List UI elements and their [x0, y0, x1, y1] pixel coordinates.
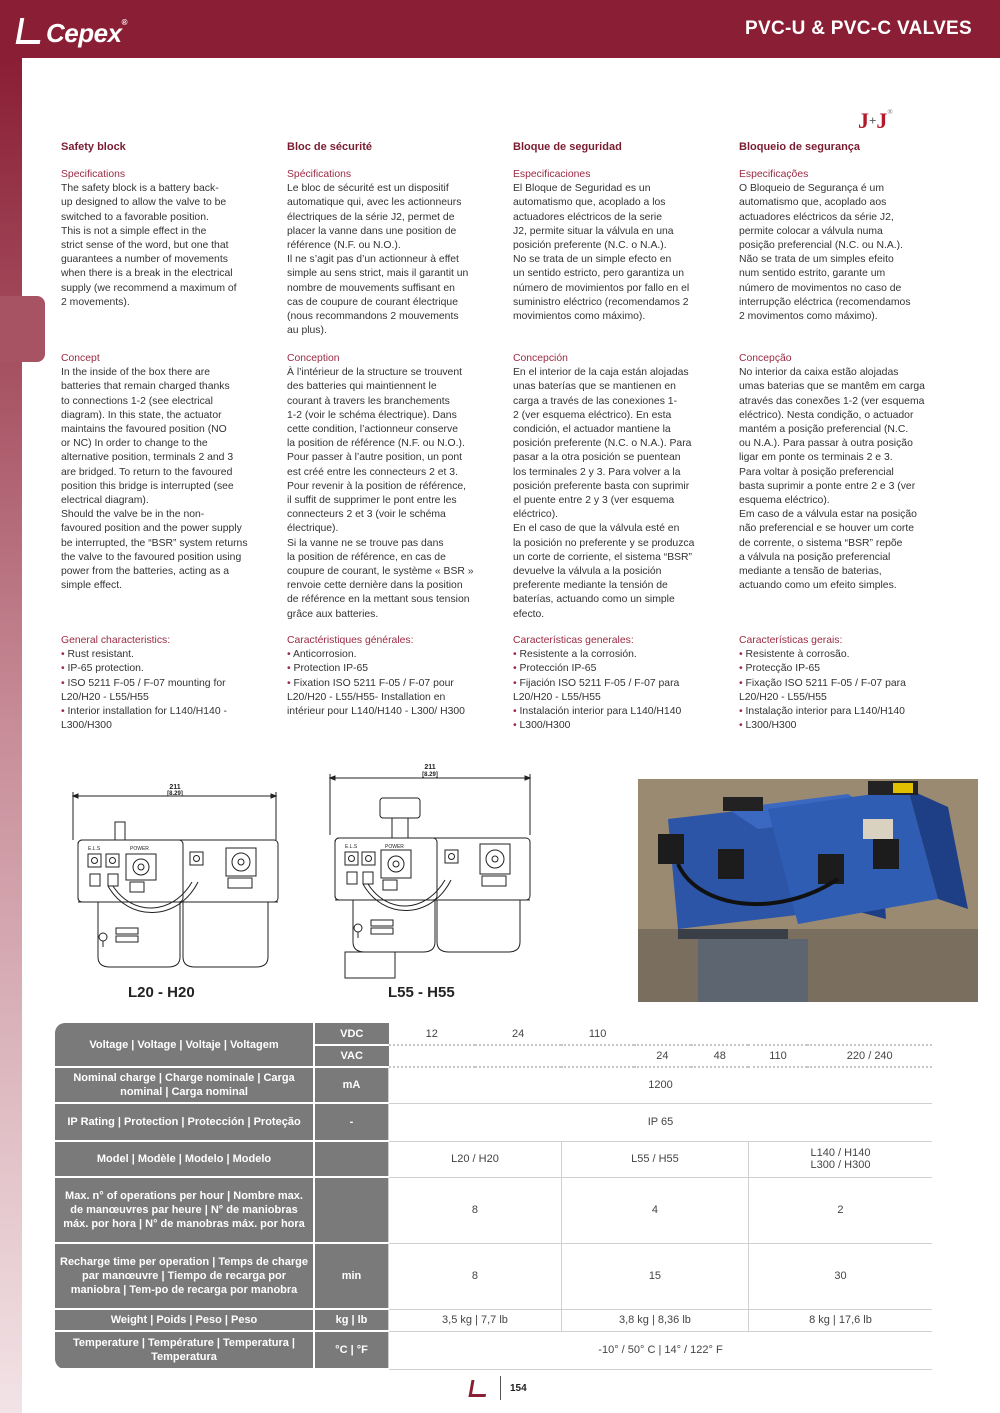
brand-name: Cepex [46, 18, 122, 48]
column-portuguese [739, 140, 934, 732]
spec-section [513, 168, 708, 324]
operations-value: 2 [748, 1177, 932, 1243]
model-value: L55 / H55 [561, 1141, 748, 1177]
vdc-cell: 12 [389, 1023, 475, 1045]
table-row [55, 1177, 932, 1243]
spec-text: El Bloque de Seguridad es un automatismo que, acoplado a los actuadores eléctricos de la serie J2, permite situar la válvula en una posición preferente (N.C. o N.A.). No se trata de un simple efecto en un sentido estricto, pero garantiza un número de movimientos por fallo en el suministro eléctrico (recomendamos 2 movimientos como máximo). [513, 183, 690, 323]
list-item: • Fixação ISO 5211 F-05 / F-07 para L20/H20 - L55/H55 [739, 677, 934, 705]
diagram-l55-h55 [325, 760, 535, 982]
vdc-unit: VDC [314, 1023, 389, 1045]
concept-section [513, 352, 708, 622]
product-photo [638, 779, 978, 1002]
nominal-charge-unit: mA [314, 1067, 389, 1103]
general-label: Características gerais: [739, 635, 843, 646]
weight-unit: kg | lb [314, 1309, 389, 1331]
model-value [748, 1141, 932, 1177]
operations-unit [314, 1177, 389, 1243]
vac-cell [561, 1045, 633, 1067]
general-list [513, 648, 708, 733]
diagram-l20-h20 [68, 782, 284, 980]
table-row [55, 1067, 932, 1103]
vdc-cell: 110 [561, 1023, 633, 1045]
table-row [55, 1103, 932, 1141]
spec-section [739, 168, 934, 324]
vdc-cell [634, 1023, 691, 1045]
page-number: 154 [510, 1383, 527, 1394]
spec-text: O Bloqueio de Segurança é um automatismo que, acoplado aos actuadores eléctricos da série J2, permite colocar a válvula numa posição preferencial (N.C. ou N.A.). Não se trata de um simples efeito num sentido estrito, garante um número de movimentos no caso de interrupção eléctrica (recomendamos 2 movimentos como máximo). [739, 183, 911, 323]
table-row [55, 1243, 932, 1309]
nominal-charge-label: Nominal charge | Charge nominale | Carga nominal | Carga nominal [55, 1067, 314, 1103]
recharge-value: 8 [389, 1243, 562, 1309]
vdc-cell: 24 [475, 1023, 562, 1045]
recharge-unit: min [314, 1243, 389, 1309]
jj-logo [858, 108, 893, 134]
weight-label: Weight | Poids | Peso | Peso [55, 1309, 314, 1331]
general-label: General characteristics: [61, 635, 171, 646]
dimension-in: [8.29] [422, 772, 438, 778]
concept-label: Concepção [739, 353, 792, 364]
list-item: • Interior installation for L140/H140 - L300/H300 [61, 705, 256, 733]
cepex-mark-icon [16, 18, 45, 44]
vac-unit: VAC [314, 1045, 389, 1067]
concept-section [739, 352, 934, 593]
general-section [513, 634, 708, 733]
spec-text: Le bloc de sécurité est un dispositif automatique qui, avec les actionneurs électriques de la série J2, permet de placer la vanne dans une position de référence (N.F. ou N.O.). Il ne s’agit pas d’un actionneur à effet simple au sens strict, mais il garantit un nombre de mouvements suffisant en cas de coupure de courant électrique (nous recommandons 2 mouvements au plus). [287, 183, 469, 337]
list-item: • Resistente à corrosão. [739, 648, 934, 662]
list-item: • L300/H300 [513, 719, 708, 733]
recharge-value: 15 [561, 1243, 748, 1309]
weight-value: 3,8 kg | 8,36 lb [561, 1309, 748, 1331]
power-label: POWER [130, 846, 149, 852]
vac-cell: 220 / 240 [807, 1045, 932, 1067]
list-item: • Fijación ISO 5211 F-05 / F-07 para L20/H20 - L55/H55 [513, 677, 708, 705]
weight-value: 3,5 kg | 7,7 lb [389, 1309, 562, 1331]
vac-cell [475, 1045, 562, 1067]
weight-value: 8 kg | 17,6 lb [748, 1309, 932, 1331]
concept-text: En el interior de la caja están alojadas unas baterías que se mantienen en carga a través de las conexiones 1- 2 (ver esquema eléctrico). En esta condición, el actuador mantiene la posición preferente (N.C. o N.A.). Para pasar a la otra posición se puentean los terminales 2 y 3. Para volver a la posición preferente basta con suprimir el puente entre 2 y 3 (ver esquema eléctrico). En el caso de que la válvula esté en la posición no preferente y se produzca un corte de corriente, el sistema “BSR” devuelve la válvula a la posición preferente mediante la tensión de baterías, actuando como un simple efecto. [513, 367, 695, 620]
column-english [61, 140, 256, 732]
list-item: • ISO 5211 F-05 / F-07 mounting for L20/H20 - L55/H55 [61, 677, 256, 705]
list-item: • Rust resistant. [61, 648, 256, 662]
jj-logo-plus: + [869, 113, 877, 128]
general-list [287, 648, 482, 719]
cepex-logo [18, 18, 127, 49]
ip-rating-value: IP 65 [389, 1103, 933, 1141]
table-row [55, 1141, 932, 1177]
actuator-photo-illustration [638, 779, 978, 1002]
vdc-cell [807, 1023, 932, 1045]
operations-label: Max. n° of operations per hour | Nombre max. de manœuvres par heure | N° de maniobras máx. por hora | N° de manobras máx. por hora [55, 1177, 314, 1243]
operations-value: 8 [389, 1177, 562, 1243]
general-list [739, 648, 934, 733]
operations-value: 4 [561, 1177, 748, 1243]
brand-registered: ® [121, 18, 127, 27]
spec-label: Specifications [61, 169, 126, 180]
vdc-cell [691, 1023, 748, 1045]
diagram-caption-l55: L55 - H55 [388, 984, 455, 1001]
dimension-mm: 211 [424, 764, 436, 771]
concept-section [61, 352, 256, 593]
concept-label: Concepción [513, 353, 568, 364]
column-title: Bloqueio de segurança [739, 141, 861, 153]
temperature-label: Temperature | Température | Temperatura | Temperatura [55, 1331, 314, 1369]
general-label: Caractéristiques générales: [287, 635, 414, 646]
vac-cell [389, 1045, 475, 1067]
general-section [287, 634, 482, 719]
vac-cell: 24 [634, 1045, 691, 1067]
diagram-caption-l20: L20 - H20 [128, 984, 195, 1001]
general-section [61, 634, 256, 733]
footer-mark-icon [469, 1380, 489, 1397]
ip-rating-label: IP Rating | Protection | Protección | Proteção [55, 1103, 314, 1141]
side-band [0, 58, 22, 1413]
els-label: E.L.S [88, 846, 101, 852]
column-title: Bloque de seguridad [513, 141, 622, 153]
vac-cell: 48 [691, 1045, 748, 1067]
list-item: • Anticorrosion. [287, 648, 482, 662]
list-item: • Instalação interior para L140/H140 [739, 705, 934, 719]
jj-logo-left: J [858, 108, 869, 133]
column-spanish [513, 140, 708, 732]
temperature-value: -10° / 50° C | 14° / 122° F [389, 1331, 933, 1369]
spec-label: Especificações [739, 169, 809, 180]
table-row [55, 1331, 932, 1369]
page-header [0, 0, 1000, 58]
list-item: • IP-65 protection. [61, 662, 256, 676]
concept-text: In the inside of the box there are batteries that remain charged thanks to connections 1-2 (see electrical diagram). In this state, the actuator maintains the favoured position (NO or NC) In order to change to the alternative position, terminals 2 and 3 are bridged. To return to the favoured position this bridge is interrupted (see electrical diagram). Should the valve be in the non- favoured position and the power supply be interrupted, the “BSR” system returns the valve to the favoured position using power from the batteries, acting as a simple effect. [61, 367, 248, 592]
page-title: PVC-U & PVC-C VALVES [745, 18, 972, 39]
model-value-line: L300 / H300 [810, 1159, 871, 1171]
specs-table [55, 1023, 932, 1370]
table-row [55, 1023, 932, 1045]
column-title: Bloc de sécurité [287, 141, 372, 153]
table-row [55, 1309, 932, 1331]
voltage-label: Voltage | Voltage | Voltaje | Voltagem [55, 1023, 314, 1067]
ip-rating-unit: - [314, 1103, 389, 1141]
list-item: • Fixation ISO 5211 F-05 / F-07 pour L20/H20 - L55/H55- Installation en intérieur pour L140/H140 - L300/ H300 [287, 677, 482, 720]
concept-label: Conception [287, 353, 340, 364]
concept-section [287, 352, 482, 622]
spec-label: Spécifications [287, 169, 352, 180]
temperature-unit: °C | °F [314, 1331, 389, 1369]
side-tab [0, 296, 45, 362]
recharge-label: Recharge time per operation | Temps de charge par manœuvre | Tiempo de recarga por maniobra | Tem-po de recarga por manobra [55, 1243, 314, 1309]
dimension-mm: 211 [169, 784, 181, 791]
column-french [287, 140, 482, 718]
general-section [739, 634, 934, 733]
els-label: E.L.S [345, 844, 358, 850]
spec-section [61, 168, 256, 310]
vdc-cell [748, 1023, 807, 1045]
model-label: Model | Modèle | Modelo | Modelo [55, 1141, 314, 1177]
jj-logo-registered: ® [887, 108, 893, 116]
spec-section [287, 168, 482, 338]
model-value: L20 / H20 [389, 1141, 562, 1177]
power-label: POWER [385, 844, 404, 850]
list-item: • Protección IP-65 [513, 662, 708, 676]
nominal-charge-value: 1200 [389, 1067, 933, 1103]
list-item: • L300/H300 [739, 719, 934, 733]
spec-text: The safety block is a battery back- up designed to allow the valve to be switched to a favorable position. This is not a simple effect in the strict sense of the word, but one that guarantees a number of movements when there is a break in the electrical supply (we recommend a maximum of 2 movements). [61, 183, 237, 308]
list-item: • Protecção IP-65 [739, 662, 934, 676]
list-item: • Resistente a la corrosión. [513, 648, 708, 662]
column-title: Safety block [61, 141, 126, 153]
vac-cell: 110 [748, 1045, 807, 1067]
concept-label: Concept [61, 353, 100, 364]
list-item: • Protection IP-65 [287, 662, 482, 676]
list-item: • Instalación interior para L140/H140 [513, 705, 708, 719]
recharge-value: 30 [748, 1243, 932, 1309]
general-label: Características generales: [513, 635, 634, 646]
model-value-line: L140 / H140 [810, 1147, 871, 1159]
concept-text: À l’intérieur de la structure se trouvent des batteries qui maintiennent le courant à travers les branchements 1-2 (voir le schéma électrique). Dans cette condition, l’actionneur conserve la position de référence (N.F. ou N.O.). Pour passer à l’autre position, un pont est créé entre les connecteurs 2 et 3. Pour revenir à la position de référence, il suffit de supprimer le pont entre les connecteurs 2 et 3 (voir le schéma électrique). Si la vanne ne se trouve pas dans la position de référence, en cas de coupure de courant, le système « BSR » renvoie cette dernière dans la position de référence en la mettant sous tension grâce aux batteries. [287, 367, 474, 620]
model-unit [314, 1141, 389, 1177]
spec-label: Especificaciones [513, 169, 591, 180]
footer-divider [500, 1376, 501, 1400]
general-list [61, 648, 256, 733]
concept-text: No interior da caixa estão alojadas umas baterias que se mantêm em carga através das conexões 1-2 (ver esquema eléctrico). Nesta condição, o actuador mantém a posição preferencial (N.C. ou N.A.). Para passar à outra posição ligar em ponte os terminais 2 e 3. Para voltar à posição preferencial basta suprimir a ponte entre 2 e 3 (ver esquema eléctrico). Em caso de a válvula estar na posição não preferencial e se houver um corte de corrente, o sistema “BSR” repõe a válvula na posição preferencial mediante a tensão de baterias, actuando como um efeito simples. [739, 367, 925, 592]
jj-logo-right: J [876, 108, 888, 133]
dimension-in: [8.29] [167, 791, 183, 797]
